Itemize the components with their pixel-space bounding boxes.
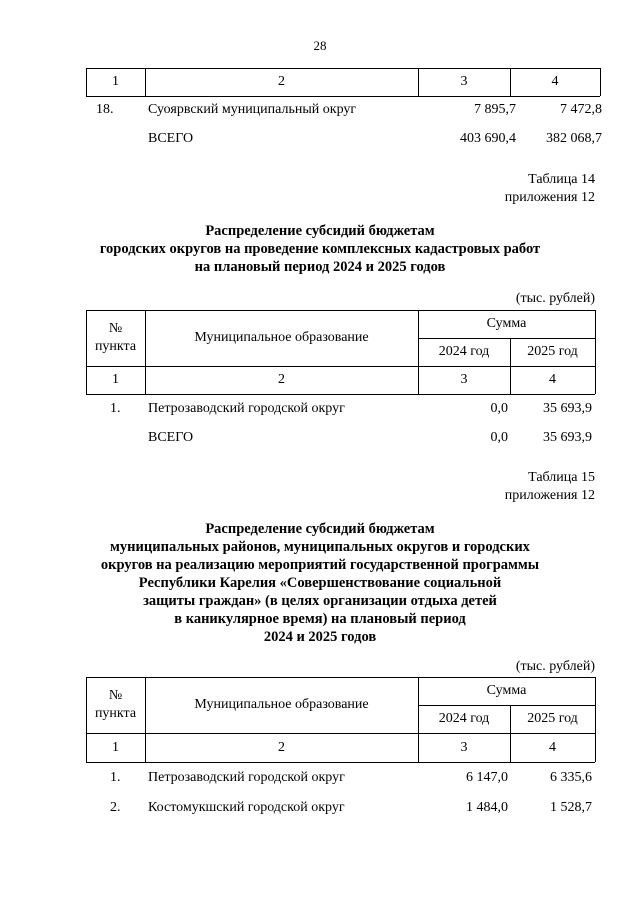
column-number-2: 2 <box>278 74 285 89</box>
value-2024: 6 147,0 <box>466 770 508 785</box>
column-number-1: 1 <box>112 74 119 89</box>
column-number-3: 3 <box>460 74 468 89</box>
header-municipality: Муниципальное образование <box>194 330 369 345</box>
title-line: защиты граждан» (в целях организации отдыха детей <box>143 593 497 609</box>
value-2025: 35 693,9 <box>543 401 592 416</box>
page-number: 28 <box>313 38 327 53</box>
total-2025: 35 693,9 <box>543 430 592 445</box>
total-label: ВСЕГО <box>148 131 194 146</box>
title-line: Распределение субсидий бюджетам <box>205 223 435 239</box>
table-label: Таблица 15 <box>528 470 595 485</box>
municipality-name: Петрозаводский городской округ <box>148 401 345 416</box>
header-2024: 2024 год <box>438 711 490 726</box>
table-title <box>40 222 600 276</box>
title-line: Республики Карелия «Совершенствование социальной <box>138 575 502 591</box>
value-2025: 1 528,7 <box>550 800 592 815</box>
municipality-name: Костомукшский городской округ <box>148 800 345 815</box>
header-2024: 2024 год <box>438 344 490 359</box>
header-municipality: Муниципальное образование <box>194 697 369 712</box>
header-item-number: № пункта <box>94 688 137 721</box>
total-2024: 0,0 <box>490 430 508 445</box>
column-number-4: 4 <box>549 372 556 387</box>
title-line: муниципальных районов, муниципальных округов и городских <box>110 539 530 555</box>
units-label: (тыс. рублей) <box>515 659 595 674</box>
title-line: округов на реализацию мероприятий государственной программы <box>100 557 540 573</box>
appendix-label: приложения 12 <box>504 488 595 503</box>
total-label: ВСЕГО <box>148 430 194 445</box>
total-2025: 382 068,7 <box>546 131 602 146</box>
column-number-1: 1 <box>112 372 119 387</box>
column-number-2: 2 <box>278 739 285 755</box>
value-2024: 7 895,7 <box>474 102 516 117</box>
title-line: на плановый период 2024 и 2025 годов <box>194 259 446 275</box>
value-2024: 0,0 <box>490 401 508 416</box>
column-number-4: 4 <box>551 74 559 89</box>
header-2025: 2025 год <box>527 711 578 726</box>
table-label: Таблица 14 <box>528 172 595 187</box>
title-line: в каникулярное время) на плановый период <box>174 611 466 627</box>
header-sum: Сумма <box>486 683 527 698</box>
value-2025: 7 472,8 <box>560 102 602 117</box>
municipality-name: Петрозаводский городской округ <box>148 770 345 785</box>
table-title <box>40 520 600 646</box>
row-number: 1. <box>110 401 121 416</box>
column-number-3: 3 <box>460 372 468 387</box>
column-number-3: 3 <box>460 739 468 755</box>
value-2024: 1 484,0 <box>466 800 508 815</box>
appendix-label: приложения 12 <box>504 190 595 205</box>
units-label: (тыс. рублей) <box>515 291 595 306</box>
value-2025: 6 335,6 <box>550 770 592 785</box>
row-number: 18. <box>96 102 114 117</box>
title-line: городских округов на проведение комплексных кадастровых работ <box>99 241 541 257</box>
title-line: Распределение субсидий бюджетам <box>205 521 435 537</box>
column-number-1: 1 <box>112 739 119 755</box>
title-line: 2024 и 2025 годов <box>263 629 377 645</box>
column-number-2: 2 <box>278 372 285 387</box>
header-sum: Сумма <box>486 316 527 331</box>
row-number: 1. <box>110 770 121 785</box>
total-2024: 403 690,4 <box>460 131 516 146</box>
header-item-number: № пункта <box>94 321 137 354</box>
column-number-4: 4 <box>549 739 556 755</box>
row-number: 2. <box>110 800 121 815</box>
municipality-name: Суоярвский муниципальный округ <box>148 102 357 117</box>
header-2025: 2025 год <box>527 344 578 359</box>
